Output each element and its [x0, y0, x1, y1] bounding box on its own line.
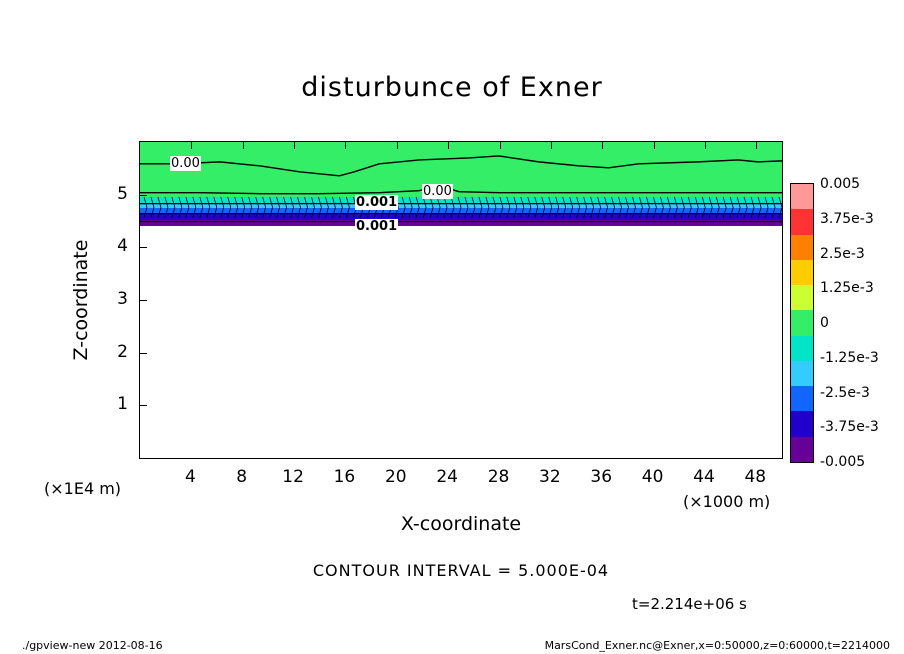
plot-area — [139, 141, 783, 459]
x-axis-tick-top — [345, 142, 346, 149]
contour-interval-note: CONTOUR INTERVAL = 5.000E-04 — [312, 561, 610, 580]
colorbar-tick-label: 2.5e-3 — [820, 245, 865, 262]
contour-lines — [140, 142, 782, 458]
colorbar-tick-label: 0.005 — [820, 176, 861, 192]
y-axis-tick-label: 3 — [117, 289, 128, 309]
colorbar-segment — [791, 310, 813, 335]
x-axis-tick-top — [654, 142, 655, 149]
x-axis-tick-top — [756, 142, 757, 149]
y-axis-tick — [140, 195, 147, 196]
footer-right: MarsCond_Exner.nc@Exner,x=0:50000,z=0:60000,t=2214000 — [544, 639, 890, 652]
colorbar-segment — [791, 336, 813, 361]
colorbar-segment — [791, 437, 813, 462]
colorbar-tick-label: -1.25e-3 — [820, 349, 879, 366]
y-axis-tick — [140, 300, 147, 301]
y-axis-tick-label: 2 — [117, 341, 128, 362]
contour-label-0a: 0.00 — [171, 156, 200, 171]
x-axis-tick-top — [191, 142, 192, 149]
x-axis-tick-label: 20 — [384, 467, 407, 487]
x-axis-tick-label: 4 — [184, 467, 196, 487]
contour-label-0b: 0.00 — [423, 184, 452, 199]
y-axis-tick-label: 4 — [117, 236, 128, 257]
x-axis-tick-top — [500, 142, 501, 149]
x-axis-tick-label: 40 — [641, 467, 664, 487]
x-axis-tick-top — [243, 142, 244, 149]
x-axis-tick-label: 24 — [436, 467, 458, 487]
colorbar-tick-label: -2.5e-3 — [820, 384, 870, 401]
colorbar-segment — [791, 386, 813, 411]
x-axis-tick-top — [294, 142, 295, 149]
colorbar-tick-label: -3.75e-3 — [820, 419, 879, 436]
colorbar-segment — [791, 411, 813, 436]
colorbar-segment — [791, 209, 813, 234]
x-axis-tick-label: 16 — [333, 467, 356, 487]
footer-left: ./gpview-new 2012-08-16 — [22, 639, 163, 652]
x-axis-tick-top — [448, 142, 449, 149]
y-axis-tick — [140, 353, 147, 354]
y-axis-tick — [140, 405, 147, 406]
y-axis-tick-label: 5 — [117, 183, 128, 204]
colorbar-segment — [791, 260, 813, 285]
x-axis-title: X-coordinate — [400, 513, 522, 535]
y-axis-title: Z-coordinate — [70, 239, 92, 361]
colorbar-tick-label: -0.005 — [820, 454, 866, 470]
x-axis-tick-label: 44 — [693, 467, 715, 487]
colorbar-tick-label: 0 — [820, 315, 829, 331]
x-axis-tick-label: 28 — [487, 467, 510, 487]
x-axis-tick-label: 48 — [744, 467, 767, 487]
colorbar-tick-label: 1.25e-3 — [820, 280, 874, 297]
x-axis-tick-label: 32 — [539, 467, 561, 487]
colorbar-segment — [791, 361, 813, 386]
timestamp-note: t=2.214e+06 s — [632, 595, 747, 613]
contour-label-1b: 0.001 — [356, 219, 398, 234]
y-axis-tick-label: 1 — [117, 394, 128, 415]
colorbar-segment — [791, 285, 813, 310]
y-axis-tick — [140, 247, 147, 248]
colorbar-tick-label: 3.75e-3 — [820, 210, 874, 227]
x-axis-tick-label: 36 — [590, 467, 613, 487]
x-axis-tick-top — [397, 142, 398, 149]
colorbar-segment — [791, 184, 813, 209]
x-axis-tick-top — [551, 142, 552, 149]
contour-label-1a: 0.001 — [356, 195, 398, 210]
x-axis-tick-top — [602, 142, 603, 149]
page-title: disturbunce of Exner — [301, 72, 603, 103]
colorbar — [790, 183, 814, 463]
x-axis-tick-label: 12 — [282, 467, 304, 487]
x-axis-unit: (×1000 m) — [683, 492, 771, 511]
x-axis-tick-label: 8 — [236, 467, 248, 487]
x-axis-tick-top — [705, 142, 706, 149]
colorbar-segment — [791, 235, 813, 260]
y-axis-unit: (×1E4 m) — [44, 479, 122, 498]
